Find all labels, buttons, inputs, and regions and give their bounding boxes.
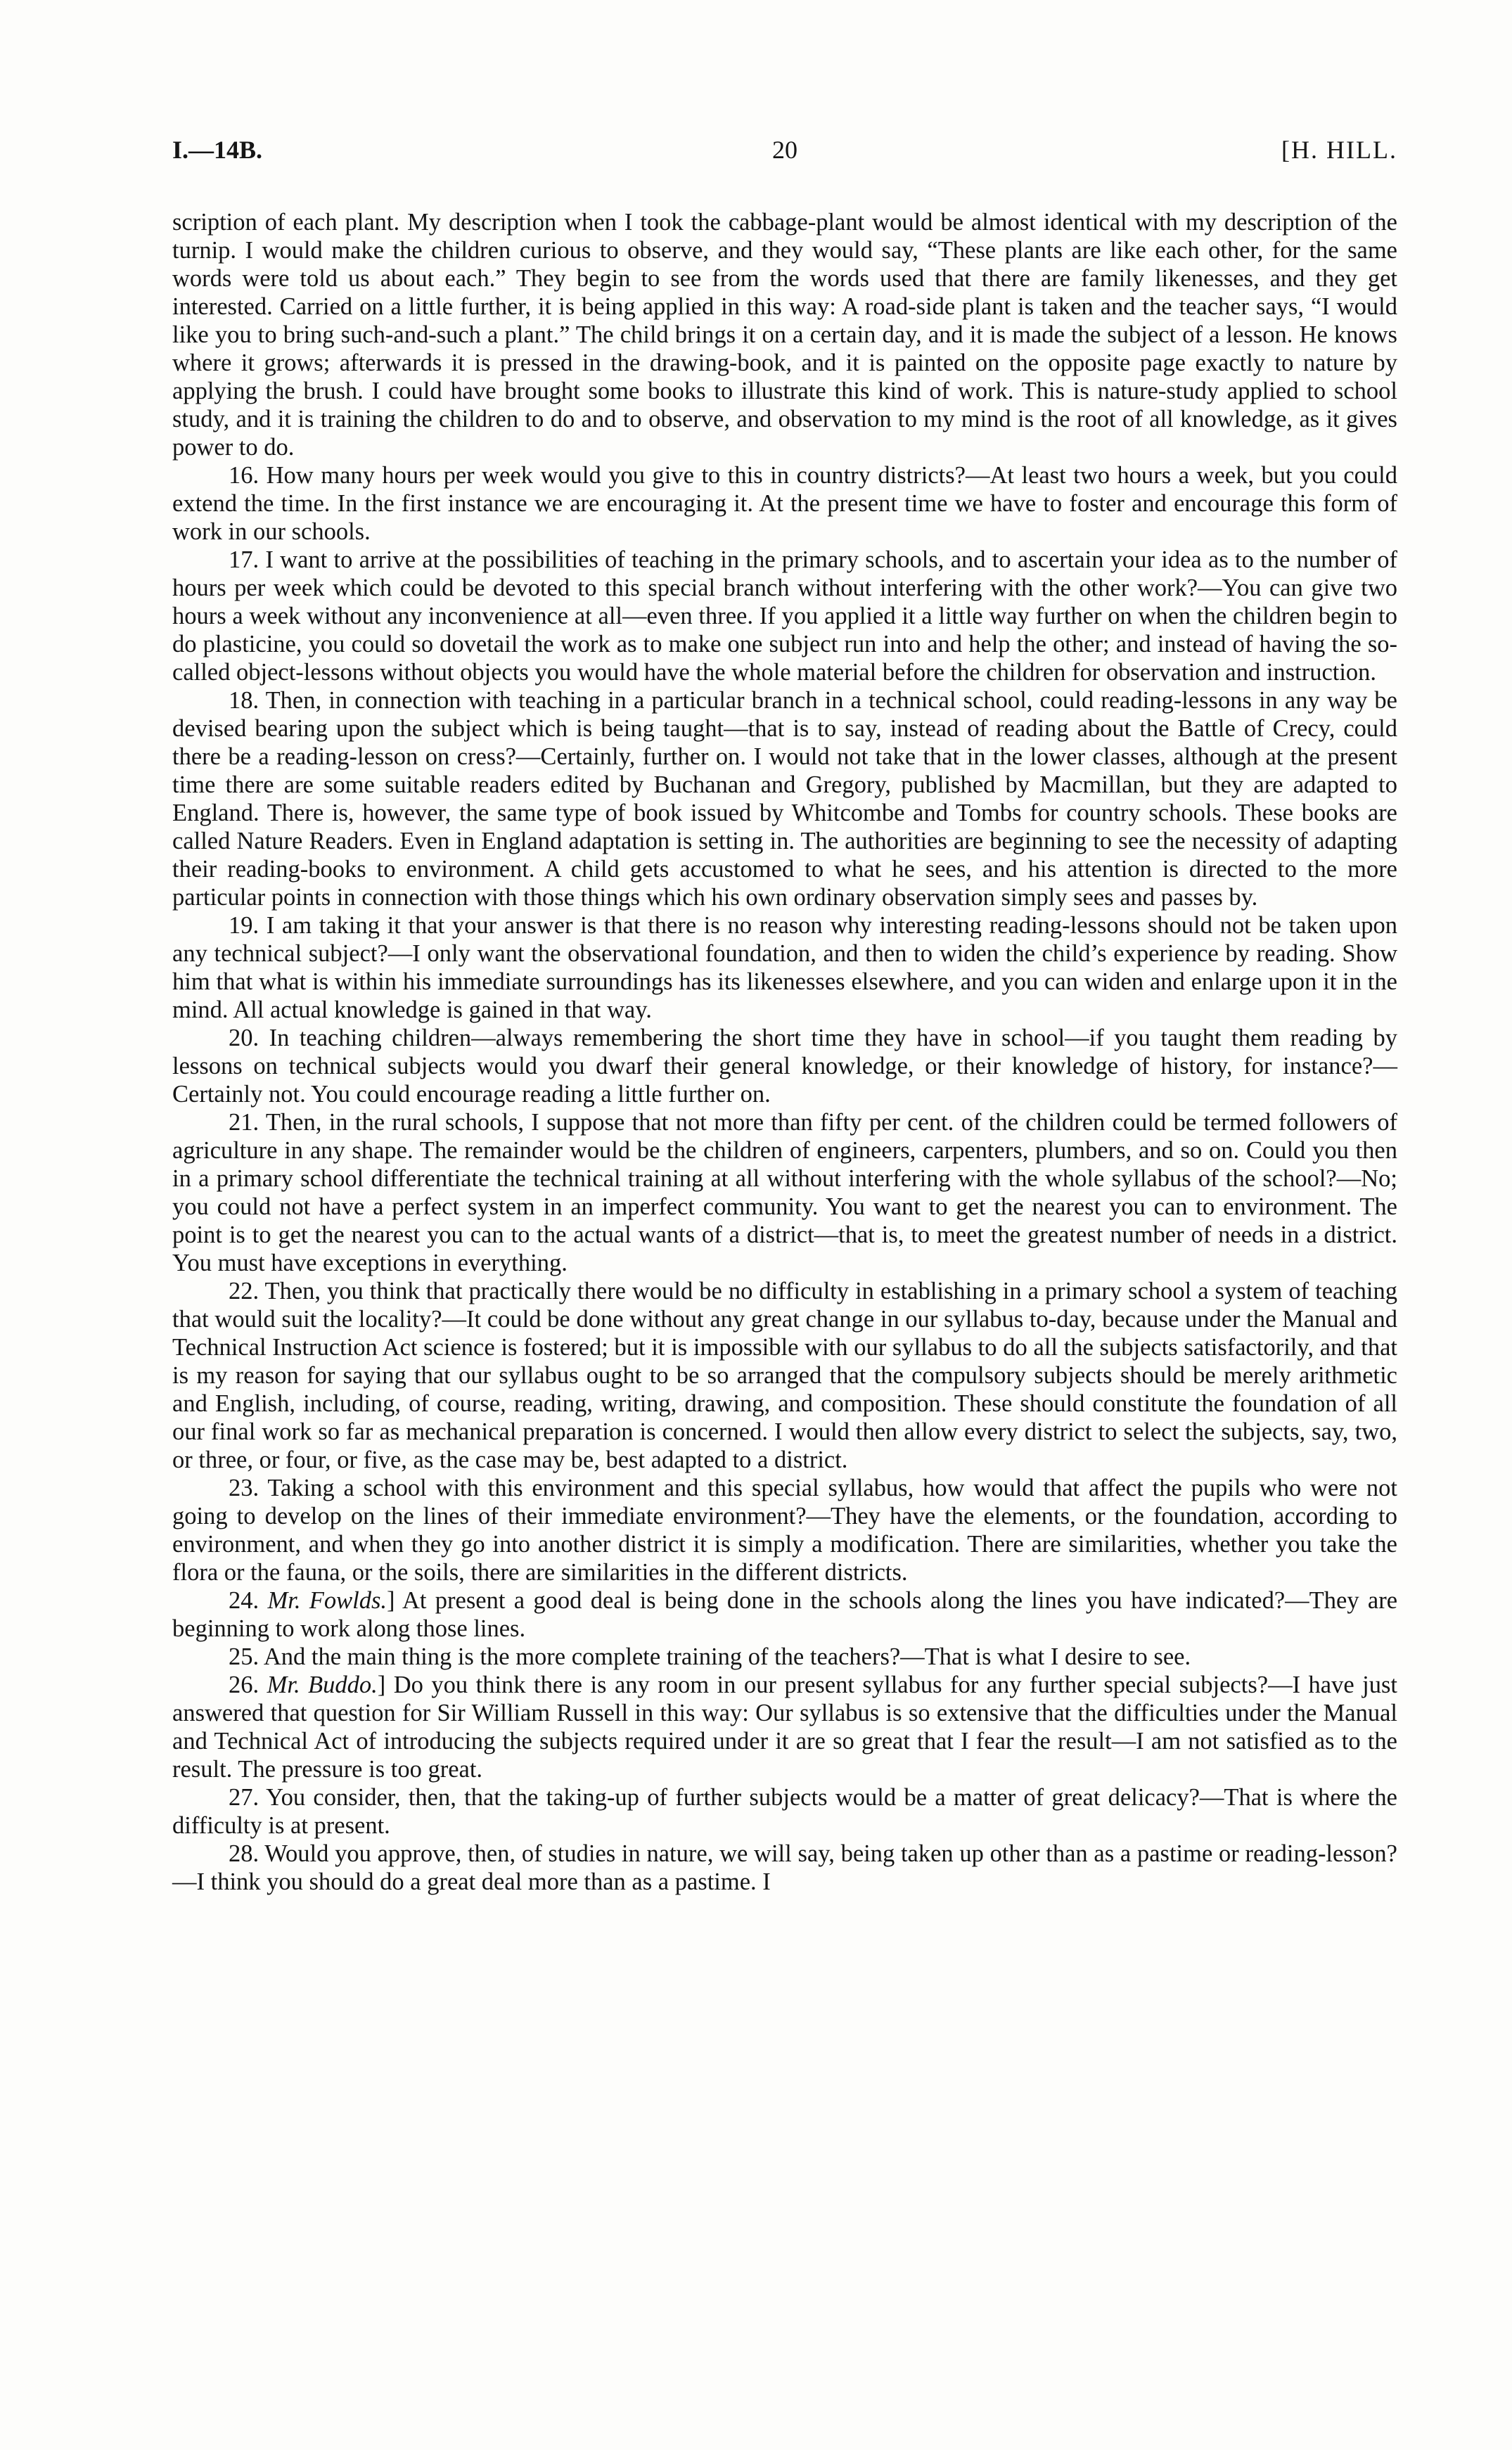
document-body bbox=[172, 208, 1397, 1896]
question-20: 20. In teaching children—always remembering the short time they have in school—if you taught them reading by lessons on technical subjects would you dwarf their general knowledge, or their knowledge of history, for instance?—Certainly not. You could encourage reading a little further on. bbox=[172, 1025, 1397, 1108]
paragraph: scription of each plant. My description when I took the cabbage-plant would be almost identical with my description of the turnip. I would make the children curious to observe, and they would say, “These plants are like each other, for the same words were told us about each.” They begin to see from the words used that there are family likenesses, and they get interested. Carried on a little further, it is being applied in this way: A road-side plant is taken and the teacher says, “I would like you to bring such-and-such a plant.” The child brings it on a certain day, and it is made the subject of a lesson. He knows where it grows; afterwards it is pressed in the drawing-book, and it is painted on the opposite page exactly to nature by applying the brush. I could have brought some books to illustrate this kind of work. This is nature-study applied to school study, and it is training the children to do and to observe, and observation to my mind is the root of all knowledge, as it gives power to do. bbox=[172, 209, 1397, 461]
question-18: 18. Then, in connection with teaching in a particular branch in a technical school, could reading-lessons in any way be devised bearing upon the subject which is being taught—that is to say, instead of reading about the Battle of Crecy, could there be a reading-lesson on cress?—Certainly, further on. I would not take that in the lower classes, although at the present time there are some suitable readers edited by Buchanan and Gregory, published by Macmillan, but they are adapted to England. There is, however, the same type of book issued by Whitcombe and Tombs for country schools. These books are called Nature Readers. Even in England adaptation is setting in. The authorities are beginning to see the necessity of adapting their reading-books to environment. A child gets accustomed to what he sees, and his attention is directed to the more particular points in connection with those things which his own ordinary observation simply sees and passes by. bbox=[172, 687, 1397, 911]
page-number: 20 bbox=[772, 136, 797, 164]
page-header bbox=[172, 135, 1397, 177]
question-26 bbox=[172, 1671, 1397, 1783]
question-text: ] Do you think there is any room in our present syllabus for any further special subjects?—I have just answered that question for Sir William Russell in this way: Our syllabus is so extensive that the difficulties under the Manual and Technical Act of introducing the subjects required under it are so great that I fear the result—I am not satisfied as to the result. The pressure is too great. bbox=[172, 1672, 1397, 1783]
question-28: 28. Would you approve, then, of studies in nature, we will say, being taken up other than as a pastime or reading-lesson?—I think you should do a great deal more than as a pastime. I bbox=[172, 1840, 1397, 1895]
witness-name: [H. HILL. bbox=[1281, 136, 1397, 164]
question-27: 27. You consider, then, that the taking-up of further subjects would be a matter of great delicacy?—That is where the difficulty is at present. bbox=[172, 1784, 1397, 1839]
question-number: 26. bbox=[229, 1672, 260, 1698]
document-reference: I.—14B. bbox=[172, 136, 263, 164]
question-number: 24. bbox=[229, 1587, 260, 1614]
question-text: ] At present a good deal is being done in the schools along the lines you have indicated?—They are beginning to work along those lines. bbox=[172, 1587, 1398, 1642]
question-16: 16. How many hours per week would you give to this in country districts?—At least two hours a week, but you could extend the time. In the first instance we are encouraging it. At the present time we have to foster and encourage this form of work in our schools. bbox=[172, 462, 1397, 545]
question-22: 22. Then, you think that practically there would be no difficulty in establishing in a primary school a system of teaching that would suit the locality?—It could be done without any great change in our syllabus to-day, because under the Manual and Technical Instruction Act science is fostered; but it is impossible with our syllabus to do all the subjects satisfactorily, and that is my reason for saying that our syllabus ought to be so arranged that the compulsory subjects should be merely arithmetic and English, including, of course, reading, writing, drawing, and composition. These should constitute the foundation of all our final work so far as mechanical preparation is concerned. I would then allow every district to select the subjects, say, two, or three, or four, or five, as the case may be, best adapted to a district. bbox=[172, 1278, 1397, 1473]
speaker-name: Mr. Buddo. bbox=[267, 1672, 378, 1698]
question-19: 19. I am taking it that your answer is that there is no reason why interesting reading-lessons should not be taken upon any technical subject?—I only want the observational foundation, and then to widen the child’s experience by reading. Show him that what is within his immediate surroundings has its likenesses elsewhere, and you can widen and enlarge upon it in the mind. All actual knowledge is gained in that way. bbox=[172, 912, 1397, 1023]
question-24 bbox=[172, 1586, 1397, 1643]
question-25: 25. And the main thing is the more complete training of the teachers?—That is what I desire to see. bbox=[229, 1643, 1191, 1670]
question-21: 21. Then, in the rural schools, I suppose that not more than fifty per cent. of the children could be termed followers of agriculture in any shape. The remainder would be the children of engineers, carpenters, plumbers, and so on. Could you then in a primary school differentiate the technical training at all without interfering with the whole syllabus of the school?—No; you could not have a perfect system in an imperfect community. You want to get the nearest you can to environment. The point is to get the nearest you can to the actual wants of a district—that is, to meet the greatest number of needs in a district. You must have exceptions in everything. bbox=[172, 1109, 1397, 1276]
speaker-name: Mr. Fowlds. bbox=[267, 1587, 387, 1614]
question-23: 23. Taking a school with this environment and this special syllabus, how would that affect the pupils who were not going to develop on the lines of their immediate environment?—They have the elements, or the foundation, according to environment, and when they go into another district it is simply a modification. There are similarities, whether you take the flora or the fauna, or the soils, there are similarities in the different districts. bbox=[172, 1475, 1397, 1586]
question-17: 17. I want to arrive at the possibilities of teaching in the primary schools, and to ascertain your idea as to the number of hours per week which could be devoted to this special branch without interfering with the other work?—You can give two hours a week without any inconvenience at all—even three. If you applied it a little way further on when the children begin to do plasticine, you could so dovetail the work as to make one subject run into and help the other; and instead of having the so-called object-lessons without objects you would have the whole material before the children for observation and instruction. bbox=[172, 546, 1397, 686]
